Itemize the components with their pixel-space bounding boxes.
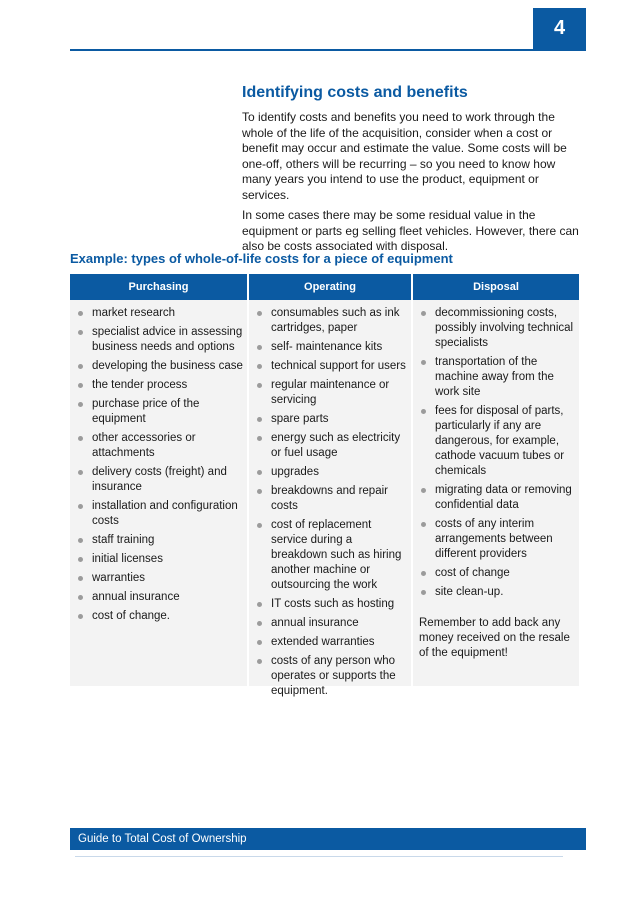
list-item: site clean-up. — [413, 585, 579, 600]
list-item: purchase price of the equipment — [70, 397, 247, 427]
list-item: developing the business case — [70, 359, 247, 374]
list-item: consumables such as ink cartridges, paper — [249, 306, 411, 336]
list-item: cost of replacement service during a breakdown such as hiring another machine or outsourcing the work — [249, 518, 411, 593]
resale-note: Remember to add back any money received on the resale of the equipment! — [419, 617, 570, 659]
intro-paragraph: In some cases there may be some residual value in the equipment or parts eg selling fleet vehicles. However, there can also be costs associated with disposal. — [242, 208, 579, 253]
example-heading: Example: types of whole-of-life costs for a piece of equipment — [70, 251, 453, 266]
list-item: extended warranties — [249, 635, 411, 650]
costs-table — [70, 274, 579, 697]
list-item: decommissioning costs, possibly involving technical specialists — [413, 306, 579, 351]
list-item: other accessories or attachments — [70, 431, 247, 461]
list-item: cost of change. — [70, 609, 247, 624]
list-item: the tender process — [70, 378, 247, 393]
disposal-cell — [411, 300, 579, 686]
column-header-operating: Operating — [247, 274, 411, 300]
list-item: technical support for users — [249, 359, 411, 374]
footer-divider — [75, 856, 563, 857]
list-item: migrating data or removing confidential data — [413, 483, 579, 513]
list-item: transportation of the machine away from the work site — [413, 355, 579, 400]
list-item: energy such as electricity or fuel usage — [249, 431, 411, 461]
footer-title: Guide to Total Cost of Ownership — [70, 828, 586, 850]
list-item: costs of any interim arrangements between different providers — [413, 517, 579, 562]
list-item: market research — [70, 306, 247, 321]
operating-list — [249, 306, 411, 699]
section-title: Identifying costs and benefits — [242, 84, 468, 101]
list-item: annual insurance — [70, 590, 247, 605]
list-item: warranties — [70, 571, 247, 586]
list-item: upgrades — [249, 465, 411, 480]
list-item: self- maintenance kits — [249, 340, 411, 355]
column-header-disposal: Disposal — [411, 274, 579, 300]
list-item: costs of any person who operates or supports the equipment. — [249, 654, 411, 699]
intro-paragraph: To identify costs and benefits you need to work through the whole of the life of the acquisition, consider when a cost or benefit may occur and estimate the value. Some costs will be one-off, others will be recurring – so you need to know how many years you intend to use the product, equipment or services. — [242, 110, 567, 202]
list-item: breakdowns and repair costs — [249, 484, 411, 514]
list-item: staff training — [70, 533, 247, 548]
column-header-purchasing: Purchasing — [70, 274, 247, 300]
purchasing-list — [70, 306, 247, 624]
page-number-badge: 4 — [533, 8, 586, 49]
list-item: annual insurance — [249, 616, 411, 631]
list-item: spare parts — [249, 412, 411, 427]
list-item: fees for disposal of parts, particularly if any are dangerous, for example, cathode vacuum tubes or chemicals — [413, 404, 579, 479]
list-item: regular maintenance or servicing — [249, 378, 411, 408]
list-item: IT costs such as hosting — [249, 597, 411, 612]
list-item: installation and configuration costs — [70, 499, 247, 529]
header-divider — [70, 49, 586, 51]
list-item: cost of change — [413, 566, 579, 581]
list-item: initial licenses — [70, 552, 247, 567]
disposal-list — [413, 306, 579, 600]
operating-cell — [247, 300, 411, 697]
list-item: specialist advice in assessing business needs and options — [70, 325, 247, 355]
purchasing-cell — [70, 300, 247, 686]
intro-section — [242, 84, 587, 260]
list-item: delivery costs (freight) and insurance — [70, 465, 247, 495]
